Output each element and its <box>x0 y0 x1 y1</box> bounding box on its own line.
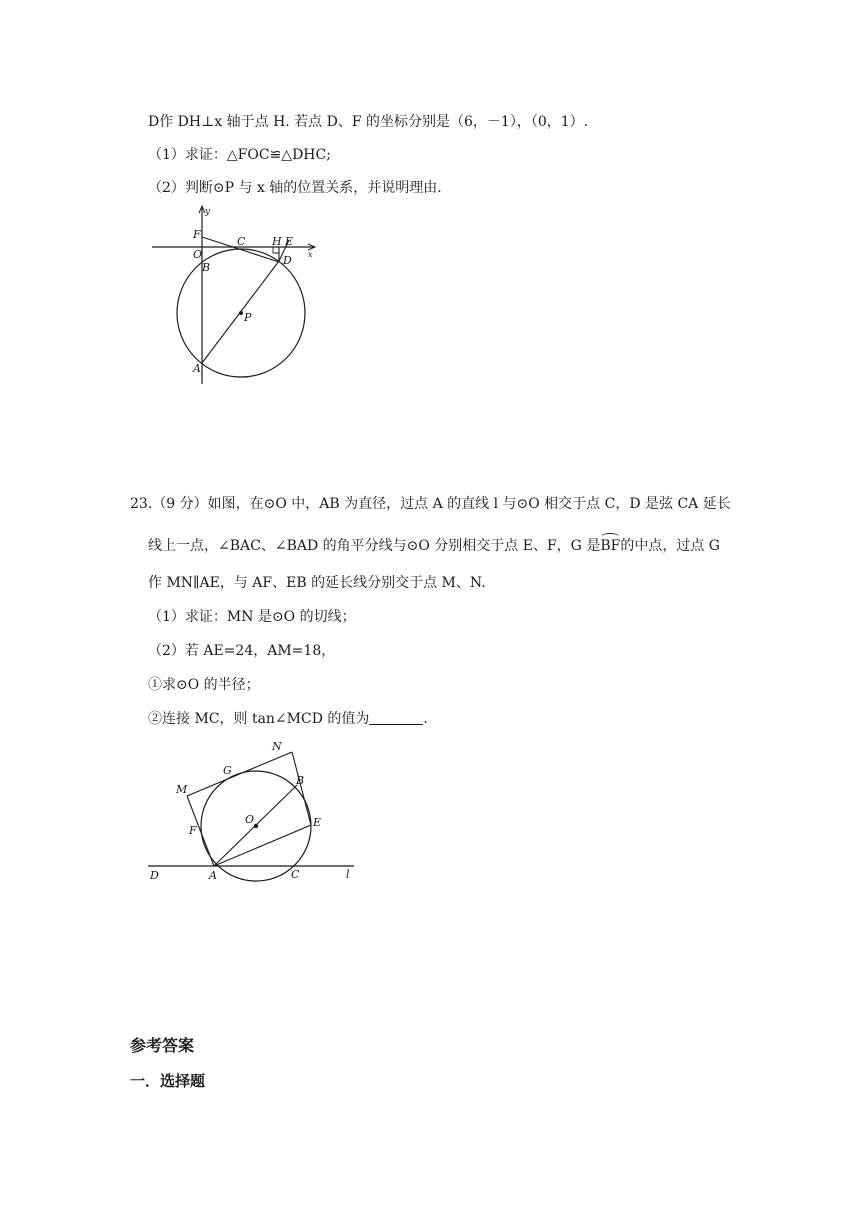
label-E: E <box>313 816 322 829</box>
q23-line2-b: 的中点，过点 G <box>620 538 720 554</box>
q23-sub2-text: ②连接 MC，则 tan∠MCD 的值为 <box>148 711 370 727</box>
label-O: O <box>245 813 255 826</box>
q23-part1: （1）求证：MN 是⊙O 的切线； <box>148 609 356 625</box>
label-A: A <box>209 869 217 882</box>
label-l: l <box>346 868 350 881</box>
label-B: B <box>202 261 211 274</box>
label-y: y <box>205 207 211 217</box>
arc-bf: BF <box>600 538 621 554</box>
label-O: O <box>193 248 203 261</box>
q23-line2 <box>148 536 720 556</box>
q23-part2: （2）若 AE=24，AM=18， <box>148 643 336 659</box>
label-M: M <box>176 783 188 796</box>
label-C: C <box>237 235 246 248</box>
q22-line1: D作 DH⊥x 轴于点 H. 若点 D、F 的坐标分别是（6，－1），（0，1）. <box>148 114 589 130</box>
label-D: D <box>150 869 159 882</box>
label-C: C <box>291 868 300 881</box>
label-N: N <box>272 740 282 753</box>
answers-section: 一．选择题 <box>130 1072 206 1090</box>
label-G: G <box>223 764 232 777</box>
label-D: D <box>283 254 292 267</box>
label-x: x <box>308 250 313 259</box>
q23-line1: 23.（9 分）如图，在⊙O 中，AB 为直径，过点 A 的直线 l 与⊙O 相交于点 C，D 是弦 CA 延长 <box>130 496 731 512</box>
q22-figure <box>148 200 328 390</box>
label-F: F <box>193 228 201 241</box>
label-H: H <box>272 235 282 248</box>
q23-sub2-end: . <box>423 711 428 727</box>
q23-figure <box>140 735 365 885</box>
label-A: A <box>193 362 201 375</box>
q22-part1: （1）求证：△FOC≌△DHC; <box>148 147 331 163</box>
q23-line2-a: 线上一点，∠BAC、∠BAD 的角平分线与⊙O 分别相交于点 E、F，G 是 <box>148 538 601 554</box>
answers-title: 参考答案 <box>130 1036 195 1055</box>
label-B: B <box>296 774 305 787</box>
label-P: P <box>244 311 252 324</box>
q23-sub1: ①求⊙O 的半径； <box>148 677 260 693</box>
label-E: E <box>285 235 294 248</box>
q23-line3: 作 MN∥AE，与 AF、EB 的延长线分别交于点 M、N. <box>148 575 486 591</box>
answer-blank <box>369 710 423 725</box>
label-F: F <box>189 824 197 837</box>
q23-sub2 <box>148 709 428 729</box>
q22-part2: （2）判断⊙P 与 x 轴的位置关系，并说明理由. <box>148 180 442 196</box>
